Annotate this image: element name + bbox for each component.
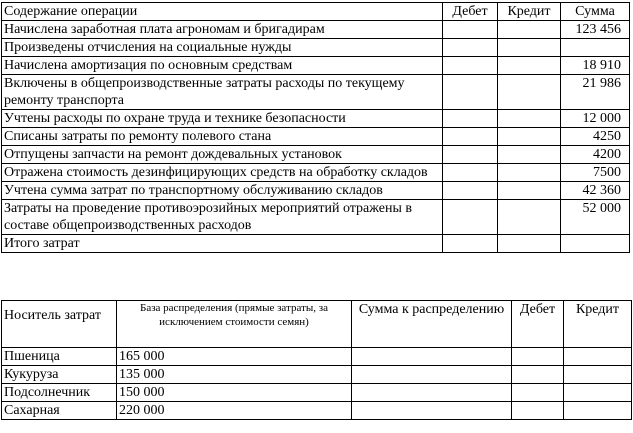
operation-sum: 12 000 — [561, 110, 630, 128]
operation-row — [2, 21, 630, 39]
allocation-body — [2, 348, 632, 420]
allocation-credit — [564, 384, 632, 402]
operation-debit — [443, 164, 498, 182]
operation-sum: 4200 — [561, 146, 630, 164]
operation-debit — [443, 146, 498, 164]
header-alloc-debit: Дебет — [512, 301, 564, 348]
distribution-base: 135 000 — [117, 366, 352, 384]
allocation-credit — [564, 402, 632, 420]
carrier-name: Сахарная — [2, 402, 117, 420]
header-debit: Дебет — [443, 3, 498, 21]
operation-text: Отражена стоимость дезинфицирующих средств на обработку складов — [2, 164, 443, 182]
allocation-debit — [512, 348, 564, 366]
operation-row — [2, 164, 630, 182]
operation-row — [2, 110, 630, 128]
operation-debit — [443, 75, 498, 110]
operations-body — [2, 21, 630, 253]
operation-credit — [498, 21, 561, 39]
header-base-label: База распределения (прямые затраты, за исключением стоимости семян) — [140, 302, 328, 328]
amount-to-distribute — [352, 366, 512, 384]
header-carrier: Носитель затрат — [2, 301, 117, 348]
amount-to-distribute — [352, 348, 512, 366]
operation-sum: 7500 — [561, 164, 630, 182]
operation-text: Затраты на проведение противоэрозийных мероприятий отражены в составе общепроизводственных расходов — [2, 200, 443, 235]
allocation-credit — [564, 366, 632, 384]
operation-sum — [561, 235, 630, 253]
operation-text: Отпущены запчасти на ремонт дождевальных установок — [2, 146, 443, 164]
operations-table — [1, 2, 630, 253]
amount-to-distribute — [352, 402, 512, 420]
allocation-header-row — [2, 301, 632, 348]
carrier-name: Пшеница — [2, 348, 117, 366]
operation-sum: 18 910 — [561, 57, 630, 75]
operation-debit — [443, 182, 498, 200]
allocation-row — [2, 366, 632, 384]
operation-text: Списаны затраты по ремонту полевого стана — [2, 128, 443, 146]
allocation-row — [2, 348, 632, 366]
operation-row — [2, 146, 630, 164]
operation-credit — [498, 200, 561, 235]
allocation-debit — [512, 384, 564, 402]
allocation-table — [1, 300, 632, 420]
operation-credit — [498, 128, 561, 146]
operation-credit — [498, 57, 561, 75]
allocation-debit — [512, 366, 564, 384]
operation-credit — [498, 39, 561, 57]
operation-credit — [498, 75, 561, 110]
operation-row — [2, 39, 630, 57]
operation-row — [2, 200, 630, 235]
operation-text: Учтены расходы по охране труда и технике безопасности — [2, 110, 443, 128]
operation-debit — [443, 200, 498, 235]
operations-header-row — [2, 3, 630, 21]
operation-row — [2, 182, 630, 200]
allocation-row — [2, 384, 632, 402]
operation-sum: 42 360 — [561, 182, 630, 200]
operation-row — [2, 128, 630, 146]
operation-debit — [443, 110, 498, 128]
operation-text: Начислена заработная плата агрономам и бригадирам — [2, 21, 443, 39]
distribution-base: 220 000 — [117, 402, 352, 420]
distribution-base: 150 000 — [117, 384, 352, 402]
carrier-name: Подсолнечник — [2, 384, 117, 402]
operation-debit — [443, 235, 498, 253]
operation-debit — [443, 57, 498, 75]
allocation-debit — [512, 402, 564, 420]
operation-credit — [498, 110, 561, 128]
operation-sum: 21 986 — [561, 75, 630, 110]
operation-row — [2, 57, 630, 75]
operation-debit — [443, 39, 498, 57]
operation-sum — [561, 39, 630, 57]
operation-credit — [498, 164, 561, 182]
operation-row — [2, 75, 630, 110]
operation-text: Произведены отчисления на социальные нужды — [2, 39, 443, 57]
distribution-base: 165 000 — [117, 348, 352, 366]
allocation-credit — [564, 348, 632, 366]
header-sum: Сумма — [561, 3, 630, 21]
carrier-name: Кукуруза — [2, 366, 117, 384]
operation-credit — [498, 182, 561, 200]
allocation-row — [2, 402, 632, 420]
header-amount: Сумма к распределению — [352, 301, 512, 348]
operation-sum: 52 000 — [561, 200, 630, 235]
amount-to-distribute — [352, 384, 512, 402]
operation-debit — [443, 128, 498, 146]
operation-text: Итого затрат — [2, 235, 443, 253]
operation-credit — [498, 235, 561, 253]
operation-debit — [443, 21, 498, 39]
operation-sum: 123 456 — [561, 21, 630, 39]
header-credit: Кредит — [498, 3, 561, 21]
operation-row — [2, 235, 630, 253]
operation-text: Учтена сумма затрат по транспортному обслуживанию складов — [2, 182, 443, 200]
header-content: Содержание операции — [2, 3, 443, 21]
operation-text: Начислена амортизация по основным средствам — [2, 57, 443, 75]
operation-credit — [498, 146, 561, 164]
operation-sum: 4250 — [561, 128, 630, 146]
operation-text: Включены в общепроизводственные затраты расходы по текущему ремонту транспорта — [2, 75, 443, 110]
header-base — [117, 301, 352, 348]
header-alloc-credit: Кредит — [564, 301, 632, 348]
